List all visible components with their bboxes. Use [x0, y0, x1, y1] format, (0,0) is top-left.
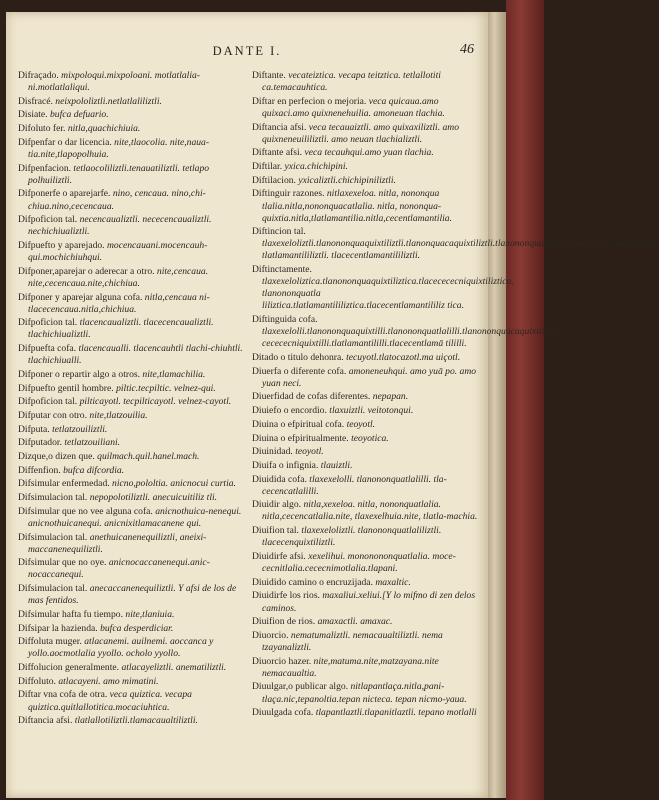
dictionary-entry: [252, 391, 480, 403]
entry-translation: tecuyotl.tlatocazotl.ma uiçotl.: [346, 352, 461, 363]
entry-headword: Difputador.: [18, 437, 62, 449]
entry-translation: bufca defuario.: [49, 109, 109, 121]
entry-translation: nitla,xexeloa. nitla, nononquatlalia. nitla,cecencatlalia.nite, tlaxexelhuia.nite, tlatla-machia.: [262, 499, 478, 523]
dictionary-entry: [252, 352, 480, 364]
dictionary-entry: [18, 317, 246, 341]
entry-translation: anethuicanenequiliztli, aneixi-maccanenequiliztli.: [28, 531, 207, 555]
dictionary-entry: [252, 226, 659, 262]
entry-headword: Difsimular que no vee alguna cofa.: [18, 505, 153, 517]
entry-headword: Diuifion tal.: [252, 525, 299, 537]
dictionary-entry: [18, 465, 246, 477]
entry-headword: Diuidir algo.: [252, 499, 302, 511]
entry-translation: amaxactli. amaxac.: [317, 616, 393, 628]
dictionary-entry: [252, 188, 480, 224]
entry-translation: nicno,pololtia. anicnocui curtia.: [112, 478, 236, 490]
dictionary-entry: [252, 474, 480, 498]
entry-translation: tlaxexeloliztli.tlanononquaquixtiliztli.tlanonquacaquixtiliztli.tlanononquatlalizli.tlacecececniquixtiliztli. tlatlamantililiztli. tlacecentlamantililiztli.: [262, 238, 659, 262]
entry-translation: nitlaxexeloa. nitla, nononqua tlalia.nitla,nononquacatlalia. nitla, nononqua-quixtia.nitla,tlatlamantilia.nitla,cecentlamantilia.: [262, 188, 452, 224]
entry-translation: tlaxexeloliztica.tlanononquaquixtiliztica.tlacecececniquixtiliztica. tlanononquatla liliztica.tlatlamantililiztica.tlacecentlamantililiz tica.: [262, 276, 514, 312]
entry-translation: tlatlallotiliztli.tlamacaualtiliztli.: [74, 715, 198, 727]
entry-headword: Difponer o repartir algo a otros.: [18, 368, 141, 380]
entry-translation: anicnocaccanenequi.anic-nocaccanequi.: [28, 557, 210, 581]
entry-headword: Diftilar.: [252, 161, 283, 173]
entry-translation: yxicaliztli.chichipiniliztli.: [298, 174, 396, 186]
running-head: DANTE I.: [212, 44, 282, 58]
entry-headword: Diuinidad.: [252, 446, 293, 458]
entry-translation: anicnothuica-nenequi. anicnothuicanequi. anicnixitlamacanene qui.: [28, 505, 242, 529]
right-column: [252, 70, 659, 721]
entry-translation: nino, cencaua. nino,chi-chiua.nino,cecencaua.: [28, 188, 206, 212]
entry-headword: Diftinguir razones.: [252, 188, 325, 200]
entry-translation: bufca desperdiciar.: [100, 622, 174, 634]
entry-translation: bufca difcordia.: [63, 464, 125, 476]
dictionary-entry: [252, 630, 480, 654]
dictionary-entry: [18, 583, 246, 607]
entry-translation: nite,tlatzouilia.: [89, 409, 148, 421]
entry-translation: nitla,cencaua ni-tlacecencaua.nitla,chichiua.: [28, 291, 210, 315]
entry-headword: Difoluto fer.: [18, 123, 66, 135]
dictionary-entry: [18, 96, 246, 108]
page-header: [6, 42, 488, 64]
entry-headword: Ditado o titulo dehonra.: [252, 352, 344, 363]
dictionary-entry: [18, 689, 246, 713]
entry-translation: tlapantlaztli.tlapanitlaztli. tepano motlalli: [315, 707, 477, 719]
entry-headword: Difponerfe o aparejarfe.: [18, 188, 111, 200]
dictionary-entry: [18, 662, 246, 674]
entry-translation: veca quicaua.amo quixaci.amo quixnenehuilia. amoneuan tlachia.: [262, 95, 445, 119]
dictionary-entry: [252, 551, 480, 575]
dictionary-entry: [252, 499, 480, 523]
entry-headword: Difraçado.: [18, 70, 59, 81]
entry-headword: Difpoficion tal.: [18, 214, 78, 226]
dictionary-entry: [18, 609, 246, 621]
entry-headword: Diuorcio hazer.: [252, 655, 312, 667]
entry-translation: piltic.tecpiltic. velnez-qui.: [116, 382, 216, 394]
entry-translation: tetlaocoliliztli.tenauatiliztli. tetlapo polhuiliztli.: [28, 162, 210, 186]
left-column: [18, 70, 246, 729]
entry-headword: Difsimular que no oye.: [18, 557, 107, 569]
dictionary-entry: [252, 366, 480, 390]
entry-headword: Difsimulacion tal.: [18, 531, 88, 543]
entry-headword: Diuiefo o encordio.: [252, 405, 327, 417]
entry-translation: nepapan.: [372, 391, 409, 403]
entry-translation: veca tecauaiztli. amo quixaxiliztli. amo quixneneuililiztli. amo neuan tlachializtli.: [262, 121, 460, 145]
dictionary-entry: [18, 410, 246, 422]
entry-headword: Diuidirfe los rios.: [252, 590, 320, 602]
dictionary-entry: [252, 405, 480, 417]
dictionary-entry: [252, 590, 480, 614]
entry-translation: tlacencaualli. tlacencauhtli tlachi-chiuhtli. tlachichiualli.: [28, 343, 243, 367]
dictionary-entry: [252, 577, 480, 589]
dictionary-entry: [18, 266, 246, 290]
entry-headword: Difputa.: [18, 423, 50, 435]
entry-translation: tlacencaualiztli. tlacecencaualiztli. tlachichiualiztli.: [28, 317, 214, 341]
dictionary-entry: [18, 163, 246, 187]
book-cover: [506, 0, 544, 800]
entry-translation: anecaccanenequiliztli. Y afsi de los de mas fentidos.: [28, 583, 237, 607]
entry-headword: Diftancia afsi.: [252, 121, 307, 133]
page-number: 46: [460, 42, 474, 57]
entry-headword: Dizque,o dizen que.: [18, 451, 95, 462]
entry-headword: Diuina o efpiritualmente.: [252, 432, 349, 444]
dictionary-entry: [18, 383, 246, 395]
entry-translation: xexelihui. mononononquatlalia. moce-cecnitlalia.cececnimotlalia.tlapani.: [262, 550, 456, 575]
entry-translation: tetlatzouiliztli.: [52, 423, 108, 435]
entry-translation: atlacanemi. auilnemi. aoccanca y yollo.aocmotlalia yyollo. ocholo yyollo.: [28, 636, 214, 660]
entry-headword: Diftincion tal.: [252, 226, 306, 238]
entry-translation: nite,matuma.nite,matzayana.nite nemacaualtia.: [262, 655, 439, 679]
entry-headword: Diftancia afsi.: [18, 715, 73, 727]
entry-translation: mocencauani.mocencauh-qui.mochichiuhqui.: [28, 239, 208, 264]
dictionary-entry: [252, 616, 480, 628]
entry-headword: Diuidida cofa.: [252, 473, 307, 485]
entry-headword: Disfracé.: [18, 95, 53, 107]
entry-translation: maxaltic.: [375, 576, 411, 588]
dictionary-entry: [252, 433, 480, 445]
dictionary-entry: [252, 681, 480, 705]
dictionary-entry: [252, 446, 480, 458]
dictionary-entry: [18, 506, 246, 530]
entry-headword: Diftar vna cofa de otra.: [18, 689, 108, 701]
entry-headword: Diuifa o infignia.: [252, 459, 319, 471]
entry-headword: Difpuefta cofa.: [18, 343, 77, 355]
dictionary-entry: [18, 492, 246, 504]
dictionary-entry: [18, 240, 246, 264]
dictionary-entry: [252, 419, 480, 431]
entry-translation: teoyotl.: [346, 418, 376, 430]
page-edge: [488, 12, 506, 798]
entry-headword: Diuulgada cofa.: [252, 707, 314, 719]
entry-headword: Diftante.: [252, 70, 286, 81]
dictionary-entry: [252, 96, 480, 120]
entry-translation: pilticayotl. tecpilticayotl. velnez-cayotl.: [79, 396, 232, 408]
entry-headword: Difponer,aparejar o aderecar a otro.: [18, 265, 155, 277]
entry-headword: Diuidido camino o encruzijada.: [252, 576, 373, 588]
entry-translation: nite,tlamachilia.: [142, 368, 206, 380]
entry-headword: Disiate.: [18, 109, 48, 121]
entry-headword: Diftilacion.: [252, 174, 296, 186]
dictionary-entry: [252, 656, 480, 680]
entry-headword: Difputar con otro.: [18, 409, 88, 421]
entry-headword: Difpoficion tal.: [18, 317, 78, 329]
entry-translation: necencaualiztli. nececencaualiztli. nechichiualiztli.: [28, 214, 212, 238]
entry-headword: Diuerfidad de cofas diferentes.: [252, 391, 371, 403]
entry-translation: vecateiztica. vecapa teitztica. tetlallotiti ca.temacauhtica.: [262, 70, 441, 94]
dictionary-entry: [18, 715, 246, 727]
entry-translation: nite,tlaocolia. nite,naua-tia.nite,tlapopolhuia.: [28, 136, 210, 160]
entry-headword: Difpoficion tal.: [18, 396, 78, 408]
entry-translation: teoyotl.: [295, 446, 324, 458]
entry-translation: atlacayeni. amo mimatini.: [58, 675, 159, 687]
dictionary-entry: [18, 478, 246, 490]
entry-headword: Diffenfion.: [18, 464, 61, 476]
dictionary-entry: [18, 451, 246, 463]
entry-headword: Difpenfacion.: [18, 162, 72, 174]
entry-headword: Diuidirfe afsi.: [252, 550, 306, 562]
entry-translation: nitla,quachichiuia.: [67, 123, 141, 135]
entry-translation: quilmach.quil.hanel.mach.: [97, 451, 200, 462]
entry-headword: Diffolucion generalmente.: [18, 662, 120, 674]
entry-translation: yxica.chichipini.: [284, 161, 348, 173]
dictionary-entry: [252, 264, 514, 312]
entry-headword: Diftinguida cofa.: [252, 314, 318, 326]
dictionary-entry: [18, 292, 246, 316]
entry-headword: Difpuefto gentil hombre.: [18, 382, 114, 394]
entry-translation: atlacayeliztli. anematiliztli.: [121, 662, 227, 674]
entry-translation: tlaxexelolli.tlanononquaquixtilli.tlanononquatlalilli.tlanononquacaquixtilli.tla cecececniquixtilli.tlatlamantililli.tlacecentlamā tililli.: [262, 326, 563, 350]
entry-headword: Diftante afsi.: [252, 147, 303, 159]
entry-translation: maxaliui.xeliui.[Y lo mifmo di zen delos caminos.: [262, 590, 476, 614]
entry-headword: Difponer y aparejar alguna cofa.: [18, 291, 143, 303]
dictionary-entry: [18, 557, 246, 581]
entry-translation: nematumaliztli. nemacaualtiliztli. nema tzayanaliztli.: [262, 629, 443, 653]
dictionary-entry: [252, 70, 480, 94]
entry-headword: Diuifion de rios.: [252, 616, 316, 628]
dictionary-entry: [252, 122, 480, 146]
dictionary-entry: [18, 636, 246, 660]
entry-translation: tlaxuiztli. veitotonqui.: [329, 405, 414, 417]
entry-headword: Difpenfar o dar licencia.: [18, 136, 112, 148]
entry-translation: mixpoloqui.mixpoloani. motlatlalia-ni.motlatlaliqui.: [28, 70, 201, 94]
entry-translation: tlaxexeloliztli. tlanononquatlaliliztli. tlacecenquixtiliztli.: [262, 525, 442, 549]
dictionary-entry: [252, 314, 563, 350]
entry-headword: Diffoluta muger.: [18, 636, 82, 648]
dictionary-entry: [18, 676, 246, 688]
entry-headword: Difpuefto y aparejado.: [18, 239, 105, 251]
entry-translation: veca quiztica. vecapa quiztica.quitlallotitica.mocaciuhtica.: [28, 689, 192, 713]
entry-headword: Diuerfa o diferente cofa.: [252, 365, 347, 377]
entry-translation: tlaxexelolli. tlanononquatlalilli. tla-cecencatlalilli.: [262, 473, 447, 497]
entry-translation: nepopolotiliztli. anecuicuitiliz tli.: [89, 492, 218, 504]
entry-translation: teoyotica.: [351, 432, 389, 444]
dictionary-entry: [252, 525, 480, 549]
entry-translation: tlauiztli.: [320, 459, 353, 471]
dictionary-entry: [252, 707, 480, 719]
dictionary-entry: [18, 188, 246, 212]
dictionary-entry: [18, 369, 246, 381]
dictionary-entry: [18, 532, 246, 556]
dictionary-entry: [18, 214, 246, 238]
dictionary-entry: [18, 137, 246, 161]
entry-headword: Difsimular enfermedad.: [18, 478, 110, 490]
dictionary-entry: [18, 623, 246, 635]
entry-headword: Diffoluto.: [18, 675, 56, 687]
entry-translation: tetlatzouiliani.: [64, 437, 121, 449]
dictionary-entry: [18, 123, 246, 135]
entry-translation: neixpololiztli.netlatlaliliztli.: [55, 95, 162, 107]
dictionary-entry: [18, 70, 246, 94]
entry-headword: Diftinctamente.: [252, 264, 312, 276]
entry-headword: Diftar en perfecion o mejoria.: [252, 95, 367, 107]
dictionary-entry: [18, 437, 246, 449]
entry-translation: nite,cencaua. nite,cecencaua.nite,chichiua.: [28, 265, 209, 289]
entry-translation: nite,tlaniuia.: [125, 608, 175, 620]
dictionary-entry: [252, 460, 480, 472]
entry-translation: amoneneuhqui. amo yuā po. amo yuan neci.: [262, 365, 477, 389]
entry-headword: Difsimulacion tal.: [18, 583, 88, 595]
dictionary-entry: [18, 109, 246, 121]
dictionary-entry: [18, 343, 246, 367]
entry-headword: Difsipar la hazienda.: [18, 622, 98, 634]
entry-headword: Diuorcio.: [252, 629, 289, 641]
entry-translation: nitlapantlaça.nitla,pani-tlaça.nic,tepanoltia.tepan nicteca. tepan nicmo-yaua.: [262, 681, 467, 705]
entry-translation: veca tecauhqui.amo yuan tlachia.: [304, 147, 434, 159]
book-page: [6, 12, 659, 798]
dictionary-entry: [18, 396, 246, 408]
dictionary-entry: [252, 175, 480, 187]
dictionary-entry: [252, 161, 480, 173]
dictionary-entry: [252, 147, 480, 159]
entry-headword: Difsimular hafta fu tiempo.: [18, 608, 123, 620]
entry-headword: Difsimulacion tal.: [18, 492, 88, 504]
entry-headword: Diuina o efpiritual cofa.: [252, 418, 345, 430]
entry-headword: Diuulgar,o publicar algo.: [252, 681, 349, 693]
dictionary-entry: [18, 424, 246, 436]
